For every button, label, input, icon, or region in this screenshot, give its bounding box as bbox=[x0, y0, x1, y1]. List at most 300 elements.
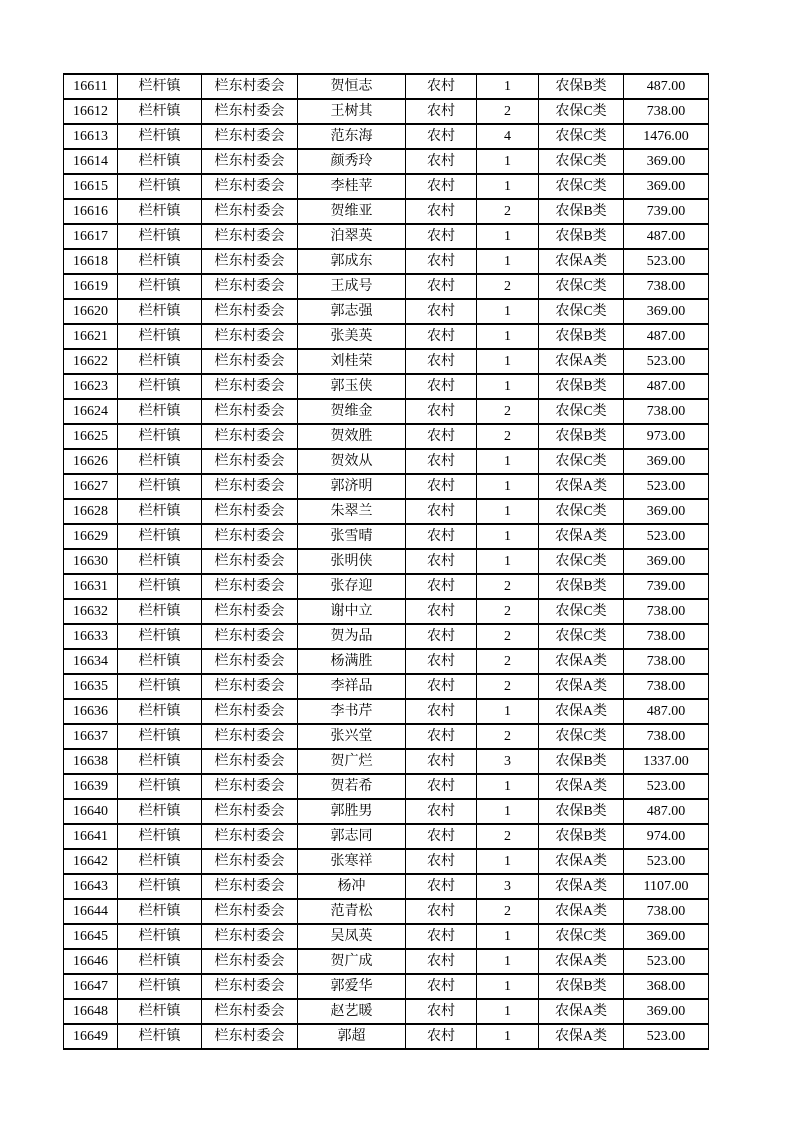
cell-village-committee: 栏东村委会 bbox=[202, 674, 298, 699]
table-row bbox=[64, 424, 709, 449]
table-row bbox=[64, 449, 709, 474]
table-row bbox=[64, 749, 709, 774]
table-row bbox=[64, 674, 709, 699]
cell-person-count: 2 bbox=[477, 199, 539, 224]
cell-record-id: 16642 bbox=[64, 849, 118, 874]
cell-village-committee: 栏东村委会 bbox=[202, 849, 298, 874]
cell-amount: 738.00 bbox=[624, 399, 709, 424]
cell-insurance-category: 农保C类 bbox=[539, 274, 624, 299]
cell-residence-type: 农村 bbox=[406, 299, 477, 324]
cell-town: 栏杆镇 bbox=[118, 499, 202, 524]
cell-insurance-category: 农保B类 bbox=[539, 799, 624, 824]
cell-town: 栏杆镇 bbox=[118, 399, 202, 424]
table-row bbox=[64, 299, 709, 324]
cell-village-committee: 栏东村委会 bbox=[202, 824, 298, 849]
table-row bbox=[64, 974, 709, 999]
table-row bbox=[64, 1024, 709, 1049]
cell-person-count: 1 bbox=[477, 174, 539, 199]
cell-insurance-category: 农保B类 bbox=[539, 424, 624, 449]
cell-person-count: 2 bbox=[477, 399, 539, 424]
cell-residence-type: 农村 bbox=[406, 899, 477, 924]
cell-insurance-category: 农保C类 bbox=[539, 549, 624, 574]
cell-record-id: 16626 bbox=[64, 449, 118, 474]
cell-village-committee: 栏东村委会 bbox=[202, 649, 298, 674]
cell-residence-type: 农村 bbox=[406, 674, 477, 699]
cell-residence-type: 农村 bbox=[406, 874, 477, 899]
cell-person-name: 贺效从 bbox=[298, 449, 406, 474]
cell-person-count: 1 bbox=[477, 699, 539, 724]
cell-town: 栏杆镇 bbox=[118, 849, 202, 874]
cell-record-id: 16611 bbox=[64, 74, 118, 99]
cell-town: 栏杆镇 bbox=[118, 774, 202, 799]
cell-record-id: 16637 bbox=[64, 724, 118, 749]
cell-amount: 368.00 bbox=[624, 974, 709, 999]
cell-residence-type: 农村 bbox=[406, 124, 477, 149]
cell-town: 栏杆镇 bbox=[118, 624, 202, 649]
cell-residence-type: 农村 bbox=[406, 924, 477, 949]
cell-amount: 369.00 bbox=[624, 174, 709, 199]
cell-town: 栏杆镇 bbox=[118, 649, 202, 674]
cell-person-name: 郭志强 bbox=[298, 299, 406, 324]
cell-record-id: 16631 bbox=[64, 574, 118, 599]
cell-record-id: 16619 bbox=[64, 274, 118, 299]
cell-insurance-category: 农保A类 bbox=[539, 674, 624, 699]
cell-village-committee: 栏东村委会 bbox=[202, 124, 298, 149]
cell-village-committee: 栏东村委会 bbox=[202, 924, 298, 949]
cell-person-count: 1 bbox=[477, 324, 539, 349]
cell-person-name: 郭济明 bbox=[298, 474, 406, 499]
cell-town: 栏杆镇 bbox=[118, 999, 202, 1024]
cell-person-name: 刘桂荣 bbox=[298, 349, 406, 374]
cell-residence-type: 农村 bbox=[406, 224, 477, 249]
cell-residence-type: 农村 bbox=[406, 199, 477, 224]
cell-person-count: 1 bbox=[477, 299, 539, 324]
cell-residence-type: 农村 bbox=[406, 949, 477, 974]
table-row bbox=[64, 499, 709, 524]
cell-residence-type: 农村 bbox=[406, 1024, 477, 1049]
cell-residence-type: 农村 bbox=[406, 699, 477, 724]
cell-person-count: 4 bbox=[477, 124, 539, 149]
cell-record-id: 16635 bbox=[64, 674, 118, 699]
cell-insurance-category: 农保B类 bbox=[539, 224, 624, 249]
cell-village-committee: 栏东村委会 bbox=[202, 99, 298, 124]
cell-village-committee: 栏东村委会 bbox=[202, 1024, 298, 1049]
table-row bbox=[64, 724, 709, 749]
cell-amount: 523.00 bbox=[624, 474, 709, 499]
table-row bbox=[64, 374, 709, 399]
cell-person-name: 郭志同 bbox=[298, 824, 406, 849]
table-row bbox=[64, 649, 709, 674]
cell-record-id: 16649 bbox=[64, 1024, 118, 1049]
cell-record-id: 16640 bbox=[64, 799, 118, 824]
cell-record-id: 16643 bbox=[64, 874, 118, 899]
cell-record-id: 16630 bbox=[64, 549, 118, 574]
cell-village-committee: 栏东村委会 bbox=[202, 574, 298, 599]
cell-record-id: 16648 bbox=[64, 999, 118, 1024]
cell-village-committee: 栏东村委会 bbox=[202, 299, 298, 324]
cell-insurance-category: 农保B类 bbox=[539, 374, 624, 399]
cell-amount: 738.00 bbox=[624, 624, 709, 649]
cell-record-id: 16622 bbox=[64, 349, 118, 374]
cell-amount: 523.00 bbox=[624, 249, 709, 274]
cell-insurance-category: 农保B类 bbox=[539, 324, 624, 349]
cell-town: 栏杆镇 bbox=[118, 74, 202, 99]
cell-person-count: 1 bbox=[477, 1024, 539, 1049]
cell-person-name: 张存迎 bbox=[298, 574, 406, 599]
cell-person-name: 郭爱华 bbox=[298, 974, 406, 999]
cell-amount: 739.00 bbox=[624, 574, 709, 599]
cell-town: 栏杆镇 bbox=[118, 199, 202, 224]
cell-amount: 523.00 bbox=[624, 349, 709, 374]
table-row bbox=[64, 399, 709, 424]
cell-village-committee: 栏东村委会 bbox=[202, 474, 298, 499]
table-row bbox=[64, 149, 709, 174]
cell-town: 栏杆镇 bbox=[118, 549, 202, 574]
table-row bbox=[64, 474, 709, 499]
table-row bbox=[64, 324, 709, 349]
cell-record-id: 16616 bbox=[64, 199, 118, 224]
cell-amount: 369.00 bbox=[624, 149, 709, 174]
cell-person-name: 泊翠英 bbox=[298, 224, 406, 249]
cell-person-count: 2 bbox=[477, 99, 539, 124]
cell-village-committee: 栏东村委会 bbox=[202, 74, 298, 99]
table-row bbox=[64, 999, 709, 1024]
cell-village-committee: 栏东村委会 bbox=[202, 199, 298, 224]
cell-insurance-category: 农保B类 bbox=[539, 574, 624, 599]
cell-town: 栏杆镇 bbox=[118, 699, 202, 724]
cell-village-committee: 栏东村委会 bbox=[202, 274, 298, 299]
cell-residence-type: 农村 bbox=[406, 74, 477, 99]
cell-village-committee: 栏东村委会 bbox=[202, 749, 298, 774]
table-row bbox=[64, 924, 709, 949]
cell-person-count: 2 bbox=[477, 824, 539, 849]
cell-amount: 973.00 bbox=[624, 424, 709, 449]
cell-person-count: 1 bbox=[477, 849, 539, 874]
cell-town: 栏杆镇 bbox=[118, 899, 202, 924]
cell-person-count: 1 bbox=[477, 924, 539, 949]
cell-residence-type: 农村 bbox=[406, 174, 477, 199]
cell-amount: 1107.00 bbox=[624, 874, 709, 899]
cell-person-count: 1 bbox=[477, 524, 539, 549]
cell-person-name: 郭胜男 bbox=[298, 799, 406, 824]
cell-record-id: 16633 bbox=[64, 624, 118, 649]
cell-town: 栏杆镇 bbox=[118, 449, 202, 474]
cell-town: 栏杆镇 bbox=[118, 574, 202, 599]
cell-residence-type: 农村 bbox=[406, 274, 477, 299]
cell-village-committee: 栏东村委会 bbox=[202, 349, 298, 374]
cell-town: 栏杆镇 bbox=[118, 799, 202, 824]
cell-village-committee: 栏东村委会 bbox=[202, 149, 298, 174]
cell-person-count: 1 bbox=[477, 499, 539, 524]
cell-person-name: 吴凤英 bbox=[298, 924, 406, 949]
cell-person-count: 1 bbox=[477, 799, 539, 824]
cell-residence-type: 农村 bbox=[406, 849, 477, 874]
cell-amount: 738.00 bbox=[624, 599, 709, 624]
cell-residence-type: 农村 bbox=[406, 799, 477, 824]
cell-amount: 523.00 bbox=[624, 849, 709, 874]
cell-person-count: 1 bbox=[477, 74, 539, 99]
cell-village-committee: 栏东村委会 bbox=[202, 224, 298, 249]
cell-amount: 738.00 bbox=[624, 674, 709, 699]
cell-town: 栏杆镇 bbox=[118, 274, 202, 299]
cell-village-committee: 栏东村委会 bbox=[202, 774, 298, 799]
cell-amount: 1476.00 bbox=[624, 124, 709, 149]
cell-person-count: 1 bbox=[477, 774, 539, 799]
cell-town: 栏杆镇 bbox=[118, 924, 202, 949]
cell-insurance-category: 农保C类 bbox=[539, 599, 624, 624]
cell-town: 栏杆镇 bbox=[118, 224, 202, 249]
cell-insurance-category: 农保C类 bbox=[539, 124, 624, 149]
cell-village-committee: 栏东村委会 bbox=[202, 624, 298, 649]
cell-residence-type: 农村 bbox=[406, 424, 477, 449]
cell-person-name: 郭超 bbox=[298, 1024, 406, 1049]
cell-person-name: 贺效胜 bbox=[298, 424, 406, 449]
table-row bbox=[64, 124, 709, 149]
cell-residence-type: 农村 bbox=[406, 774, 477, 799]
cell-town: 栏杆镇 bbox=[118, 524, 202, 549]
cell-person-count: 2 bbox=[477, 424, 539, 449]
cell-amount: 369.00 bbox=[624, 924, 709, 949]
cell-residence-type: 农村 bbox=[406, 349, 477, 374]
table-row bbox=[64, 549, 709, 574]
cell-record-id: 16638 bbox=[64, 749, 118, 774]
cell-residence-type: 农村 bbox=[406, 374, 477, 399]
cell-record-id: 16620 bbox=[64, 299, 118, 324]
cell-residence-type: 农村 bbox=[406, 724, 477, 749]
cell-amount: 369.00 bbox=[624, 549, 709, 574]
cell-person-count: 3 bbox=[477, 749, 539, 774]
cell-residence-type: 农村 bbox=[406, 324, 477, 349]
cell-record-id: 16617 bbox=[64, 224, 118, 249]
cell-amount: 487.00 bbox=[624, 799, 709, 824]
table-row bbox=[64, 824, 709, 849]
cell-town: 栏杆镇 bbox=[118, 749, 202, 774]
cell-insurance-category: 农保C类 bbox=[539, 449, 624, 474]
cell-person-name: 范东海 bbox=[298, 124, 406, 149]
cell-town: 栏杆镇 bbox=[118, 349, 202, 374]
cell-person-count: 2 bbox=[477, 724, 539, 749]
cell-person-name: 杨满胜 bbox=[298, 649, 406, 674]
cell-person-count: 2 bbox=[477, 649, 539, 674]
cell-village-committee: 栏东村委会 bbox=[202, 874, 298, 899]
cell-insurance-category: 农保C类 bbox=[539, 499, 624, 524]
cell-town: 栏杆镇 bbox=[118, 374, 202, 399]
cell-village-committee: 栏东村委会 bbox=[202, 174, 298, 199]
cell-record-id: 16612 bbox=[64, 99, 118, 124]
cell-residence-type: 农村 bbox=[406, 99, 477, 124]
cell-person-name: 李书芹 bbox=[298, 699, 406, 724]
cell-insurance-category: 农保A类 bbox=[539, 874, 624, 899]
cell-town: 栏杆镇 bbox=[118, 99, 202, 124]
cell-record-id: 16615 bbox=[64, 174, 118, 199]
cell-village-committee: 栏东村委会 bbox=[202, 324, 298, 349]
cell-amount: 1337.00 bbox=[624, 749, 709, 774]
cell-record-id: 16621 bbox=[64, 324, 118, 349]
cell-village-committee: 栏东村委会 bbox=[202, 974, 298, 999]
cell-record-id: 16629 bbox=[64, 524, 118, 549]
cell-insurance-category: 农保B类 bbox=[539, 749, 624, 774]
cell-village-committee: 栏东村委会 bbox=[202, 524, 298, 549]
cell-insurance-category: 农保B类 bbox=[539, 199, 624, 224]
cell-record-id: 16646 bbox=[64, 949, 118, 974]
cell-insurance-category: 农保A类 bbox=[539, 774, 624, 799]
table-row bbox=[64, 349, 709, 374]
cell-person-name: 张寒祥 bbox=[298, 849, 406, 874]
cell-record-id: 16618 bbox=[64, 249, 118, 274]
cell-person-count: 1 bbox=[477, 224, 539, 249]
cell-person-name: 张美英 bbox=[298, 324, 406, 349]
cell-town: 栏杆镇 bbox=[118, 874, 202, 899]
cell-person-count: 2 bbox=[477, 574, 539, 599]
cell-insurance-category: 农保A类 bbox=[539, 249, 624, 274]
cell-village-committee: 栏东村委会 bbox=[202, 699, 298, 724]
cell-residence-type: 农村 bbox=[406, 574, 477, 599]
table-row bbox=[64, 774, 709, 799]
cell-insurance-category: 农保A类 bbox=[539, 899, 624, 924]
cell-person-count: 2 bbox=[477, 624, 539, 649]
table-row bbox=[64, 899, 709, 924]
cell-town: 栏杆镇 bbox=[118, 149, 202, 174]
cell-record-id: 16632 bbox=[64, 599, 118, 624]
cell-person-name: 贺恒志 bbox=[298, 74, 406, 99]
cell-residence-type: 农村 bbox=[406, 399, 477, 424]
cell-residence-type: 农村 bbox=[406, 474, 477, 499]
cell-town: 栏杆镇 bbox=[118, 949, 202, 974]
cell-amount: 369.00 bbox=[624, 999, 709, 1024]
cell-village-committee: 栏东村委会 bbox=[202, 549, 298, 574]
cell-person-count: 2 bbox=[477, 599, 539, 624]
cell-village-committee: 栏东村委会 bbox=[202, 249, 298, 274]
cell-person-name: 王树其 bbox=[298, 99, 406, 124]
table-row bbox=[64, 274, 709, 299]
cell-village-committee: 栏东村委会 bbox=[202, 449, 298, 474]
cell-village-committee: 栏东村委会 bbox=[202, 949, 298, 974]
cell-residence-type: 农村 bbox=[406, 599, 477, 624]
cell-person-count: 1 bbox=[477, 374, 539, 399]
cell-village-committee: 栏东村委会 bbox=[202, 899, 298, 924]
cell-amount: 738.00 bbox=[624, 274, 709, 299]
table-row bbox=[64, 849, 709, 874]
cell-residence-type: 农村 bbox=[406, 974, 477, 999]
cell-insurance-category: 农保C类 bbox=[539, 399, 624, 424]
cell-village-committee: 栏东村委会 bbox=[202, 374, 298, 399]
cell-town: 栏杆镇 bbox=[118, 474, 202, 499]
cell-insurance-category: 农保A类 bbox=[539, 849, 624, 874]
cell-town: 栏杆镇 bbox=[118, 299, 202, 324]
cell-residence-type: 农村 bbox=[406, 999, 477, 1024]
cell-town: 栏杆镇 bbox=[118, 424, 202, 449]
cell-amount: 523.00 bbox=[624, 1024, 709, 1049]
cell-amount: 738.00 bbox=[624, 99, 709, 124]
cell-town: 栏杆镇 bbox=[118, 599, 202, 624]
cell-person-name: 贺为品 bbox=[298, 624, 406, 649]
cell-person-count: 2 bbox=[477, 899, 539, 924]
cell-insurance-category: 农保A类 bbox=[539, 474, 624, 499]
cell-person-count: 1 bbox=[477, 249, 539, 274]
cell-insurance-category: 农保B类 bbox=[539, 974, 624, 999]
cell-person-name: 郭成东 bbox=[298, 249, 406, 274]
table-row bbox=[64, 599, 709, 624]
cell-amount: 974.00 bbox=[624, 824, 709, 849]
cell-town: 栏杆镇 bbox=[118, 824, 202, 849]
table-row bbox=[64, 174, 709, 199]
cell-insurance-category: 农保B类 bbox=[539, 74, 624, 99]
cell-person-name: 贺若希 bbox=[298, 774, 406, 799]
cell-residence-type: 农村 bbox=[406, 824, 477, 849]
table-row bbox=[64, 699, 709, 724]
cell-insurance-category: 农保A类 bbox=[539, 649, 624, 674]
cell-amount: 369.00 bbox=[624, 499, 709, 524]
cell-record-id: 16647 bbox=[64, 974, 118, 999]
table-row bbox=[64, 624, 709, 649]
cell-person-name: 贺维亚 bbox=[298, 199, 406, 224]
cell-residence-type: 农村 bbox=[406, 649, 477, 674]
cell-residence-type: 农村 bbox=[406, 249, 477, 274]
cell-record-id: 16641 bbox=[64, 824, 118, 849]
table-row bbox=[64, 199, 709, 224]
cell-record-id: 16627 bbox=[64, 474, 118, 499]
cell-record-id: 16623 bbox=[64, 374, 118, 399]
cell-person-name: 张明侠 bbox=[298, 549, 406, 574]
cell-person-name: 范青松 bbox=[298, 899, 406, 924]
cell-person-name: 贺广成 bbox=[298, 949, 406, 974]
cell-insurance-category: 农保C类 bbox=[539, 99, 624, 124]
cell-record-id: 16613 bbox=[64, 124, 118, 149]
cell-amount: 523.00 bbox=[624, 774, 709, 799]
cell-amount: 487.00 bbox=[624, 324, 709, 349]
cell-town: 栏杆镇 bbox=[118, 674, 202, 699]
cell-village-committee: 栏东村委会 bbox=[202, 724, 298, 749]
cell-person-count: 1 bbox=[477, 349, 539, 374]
cell-person-count: 3 bbox=[477, 874, 539, 899]
cell-town: 栏杆镇 bbox=[118, 724, 202, 749]
cell-town: 栏杆镇 bbox=[118, 974, 202, 999]
cell-insurance-category: 农保A类 bbox=[539, 524, 624, 549]
cell-person-name: 张雪晴 bbox=[298, 524, 406, 549]
cell-person-count: 1 bbox=[477, 449, 539, 474]
cell-insurance-category: 农保C类 bbox=[539, 149, 624, 174]
cell-record-id: 16644 bbox=[64, 899, 118, 924]
cell-amount: 739.00 bbox=[624, 199, 709, 224]
cell-record-id: 16625 bbox=[64, 424, 118, 449]
cell-amount: 369.00 bbox=[624, 449, 709, 474]
table-row bbox=[64, 574, 709, 599]
table-row bbox=[64, 74, 709, 99]
cell-insurance-category: 农保A类 bbox=[539, 349, 624, 374]
cell-person-count: 2 bbox=[477, 674, 539, 699]
cell-person-name: 郭玉侠 bbox=[298, 374, 406, 399]
cell-person-count: 1 bbox=[477, 474, 539, 499]
cell-record-id: 16634 bbox=[64, 649, 118, 674]
cell-person-name: 贺广烂 bbox=[298, 749, 406, 774]
table-row bbox=[64, 949, 709, 974]
cell-record-id: 16645 bbox=[64, 924, 118, 949]
table-row bbox=[64, 249, 709, 274]
cell-record-id: 16636 bbox=[64, 699, 118, 724]
cell-town: 栏杆镇 bbox=[118, 1024, 202, 1049]
cell-person-name: 贺维金 bbox=[298, 399, 406, 424]
cell-residence-type: 农村 bbox=[406, 624, 477, 649]
cell-amount: 738.00 bbox=[624, 724, 709, 749]
table-row bbox=[64, 874, 709, 899]
cell-residence-type: 农村 bbox=[406, 549, 477, 574]
cell-insurance-category: 农保C类 bbox=[539, 724, 624, 749]
cell-amount: 487.00 bbox=[624, 699, 709, 724]
cell-person-count: 1 bbox=[477, 549, 539, 574]
cell-record-id: 16628 bbox=[64, 499, 118, 524]
cell-record-id: 16624 bbox=[64, 399, 118, 424]
cell-person-count: 1 bbox=[477, 149, 539, 174]
